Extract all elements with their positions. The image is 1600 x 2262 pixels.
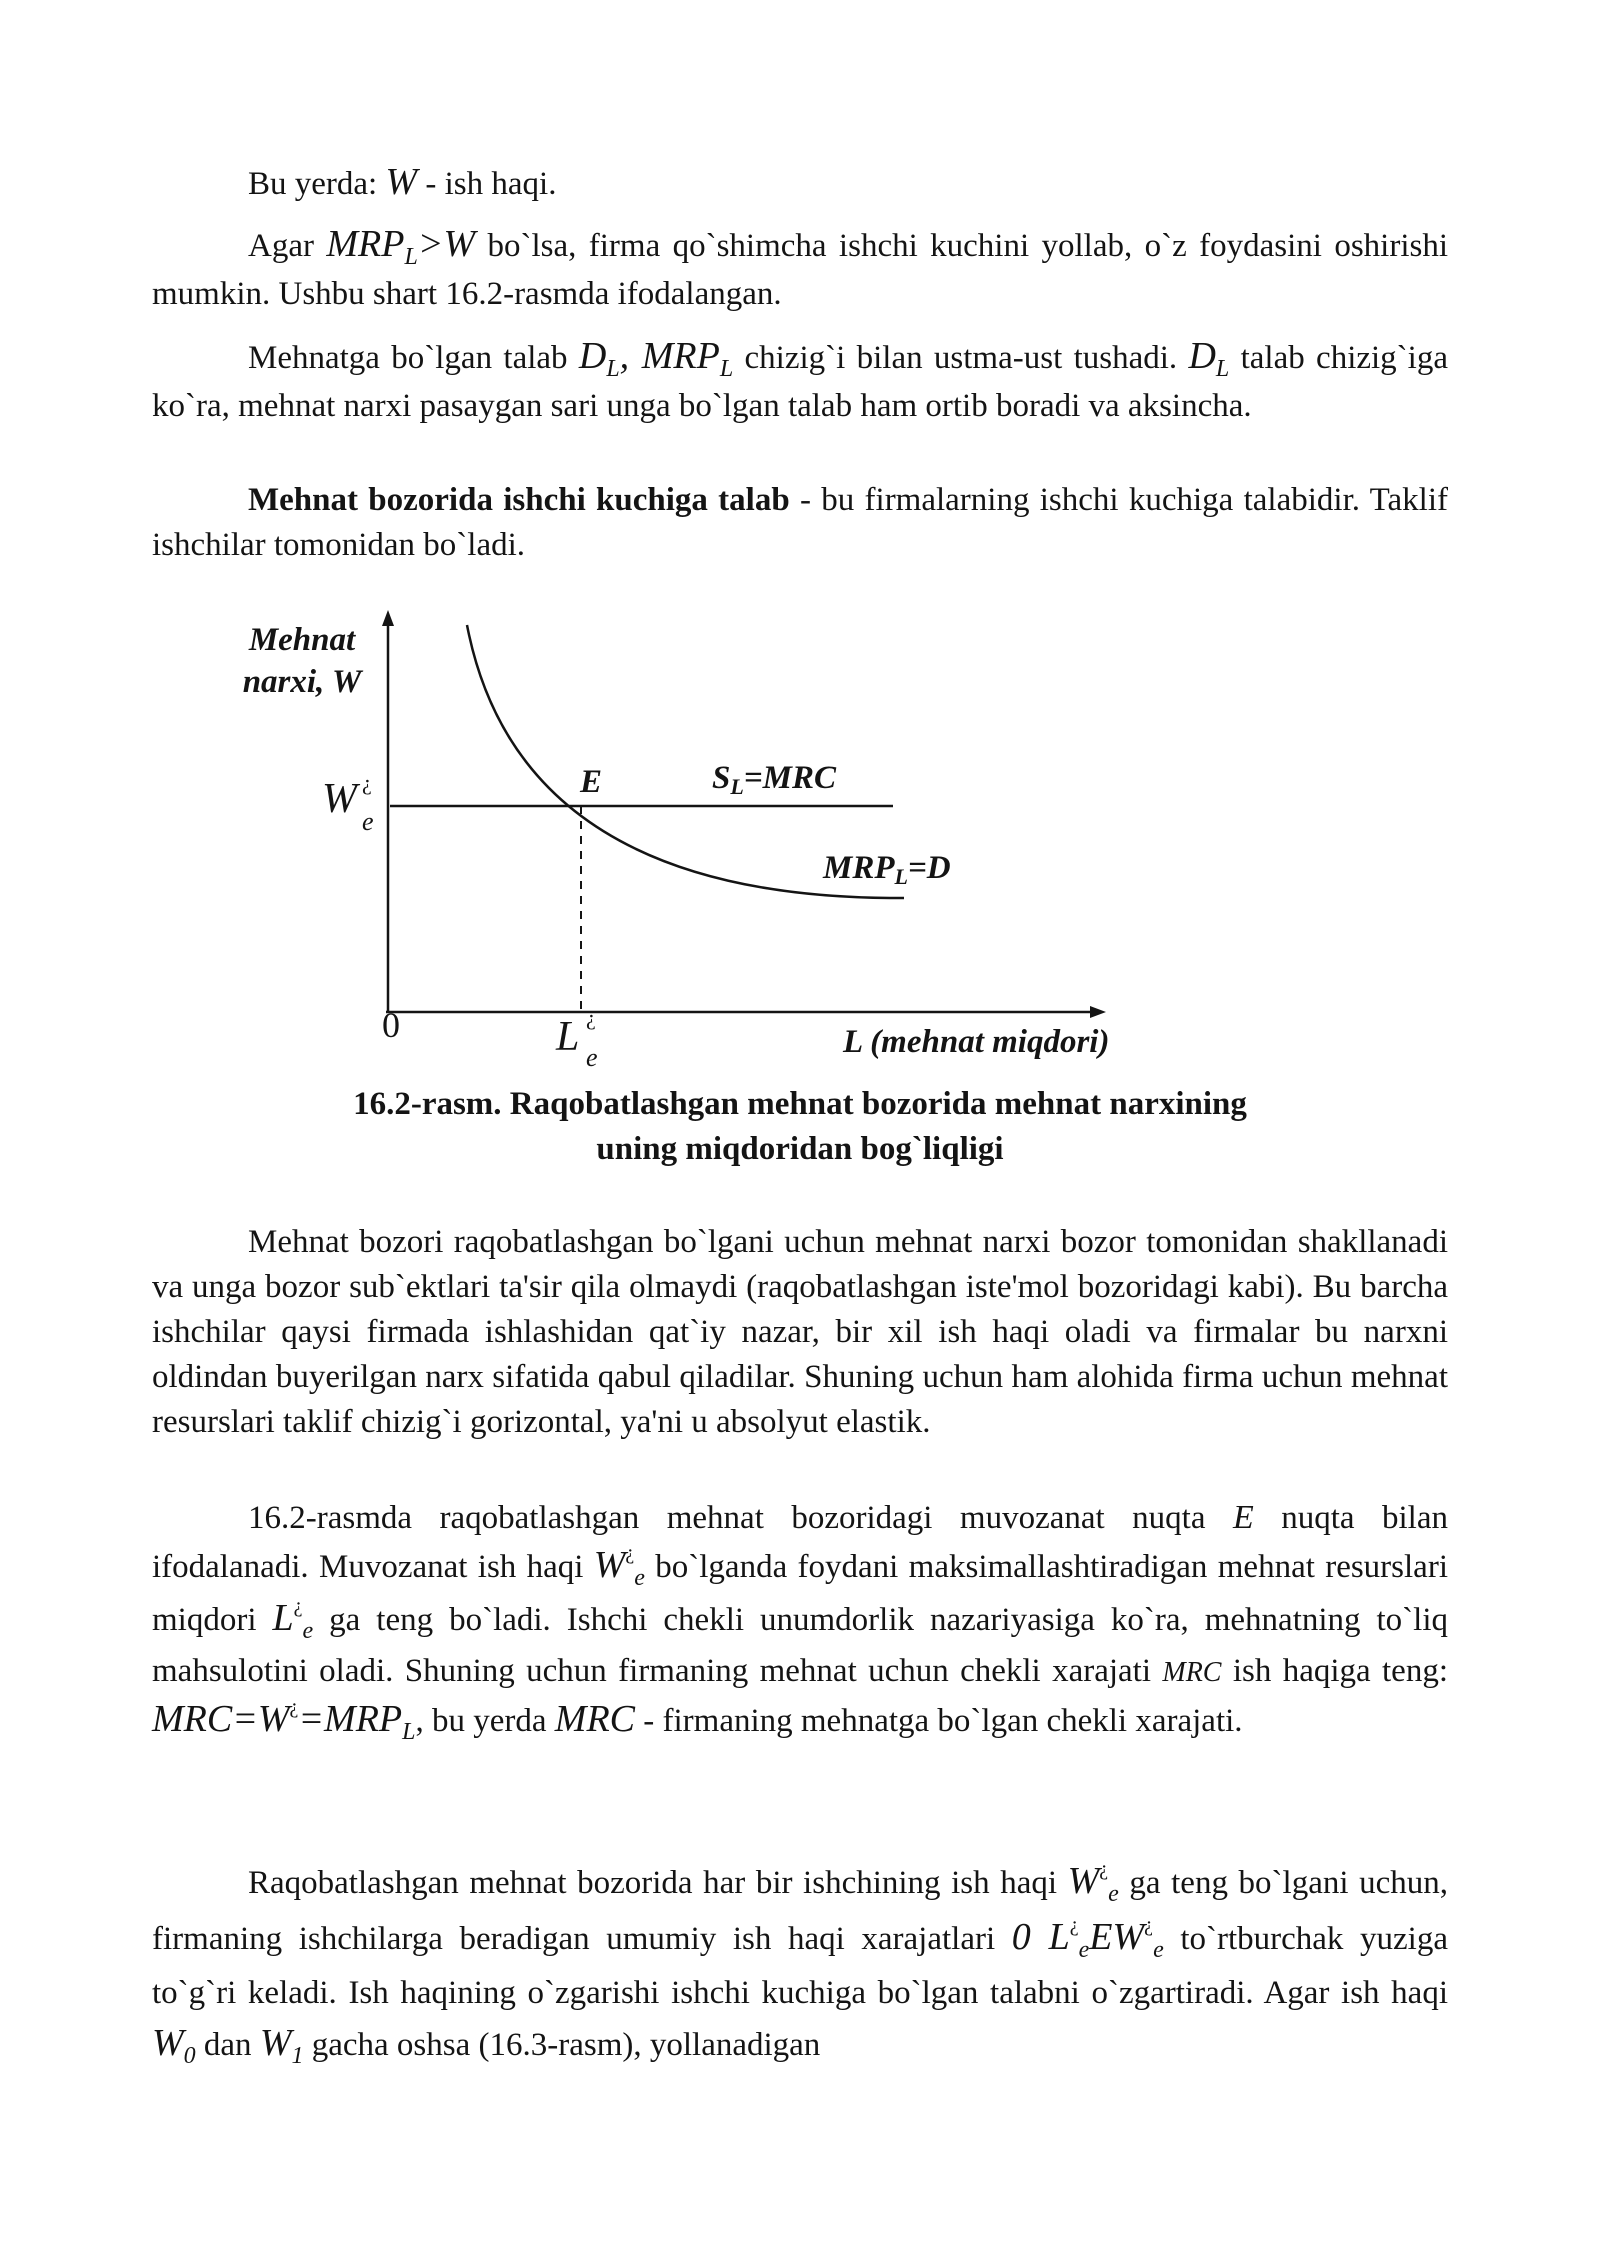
math-subscript: 1 xyxy=(291,2043,304,2069)
math-subscript: e xyxy=(1078,1937,1090,1963)
math-superscript: ¿ xyxy=(1069,1914,1079,1936)
text: Raqobatlashgan mehnat bozorida har bir ishchining ish haqi xyxy=(248,1865,1068,1901)
text: ga teng bo`lgani uchun, firmaning ishchilarga beradigan umumiy ish haqi xarajatlari xyxy=(152,1865,1448,1957)
math-w: W xyxy=(1067,1860,1100,1902)
y-axis-label-line2: narxi, W xyxy=(242,664,362,700)
text: - firmaning mehnatga bo`lgan chekli xarajati. xyxy=(635,1703,1243,1739)
we-label-sup: ¿ xyxy=(362,770,372,795)
paragraph-wage-expenses xyxy=(152,1856,1448,2073)
caption-line-2: uning miqdoridan bog`liqligi xyxy=(596,1131,1004,1167)
we-label-sub: e xyxy=(362,807,374,836)
math-subscript: L xyxy=(606,356,620,382)
text: Bu yerda: xyxy=(248,166,386,202)
paragraph-labor-demand xyxy=(152,478,1448,568)
text: bo`lganda foydani maksimallashtiradigan mehnat resurslari miqdori xyxy=(152,1549,1448,1638)
y-axis-arrow xyxy=(382,610,394,626)
we-label: W xyxy=(322,776,357,822)
math-subscript: e xyxy=(634,1565,645,1591)
origin-label: 0 xyxy=(382,1005,400,1045)
math-gt-w: >W xyxy=(417,223,476,265)
x-axis-label: L (mehnat miqdori) xyxy=(843,1024,1110,1060)
x-axis-arrow xyxy=(1090,1006,1106,1018)
math-subscript: e xyxy=(1108,1881,1119,1907)
supply-label: SL=MRC xyxy=(712,760,836,799)
math-superscript: ¿ xyxy=(289,1696,299,1718)
le-label: L xyxy=(556,1014,580,1060)
math-mrc: MRC xyxy=(554,1698,636,1740)
math-subscript: L xyxy=(402,1719,416,1745)
text: - ish haqi. xyxy=(417,166,557,202)
math-equation: =MRP xyxy=(298,1698,403,1740)
caption-line-1: 16.2-rasm. Raqobatlashgan mehnat bozorida mehnat narxining xyxy=(353,1086,1247,1122)
text: - bu firmalarning ishchi kuchiga talabidir. Taklif ishchilar tomonidan bo`ladi. xyxy=(152,482,1448,563)
math-l: L xyxy=(272,1597,294,1639)
math-superscript: ¿ xyxy=(1144,1914,1154,1936)
text: talab chizig`iga ko`ra, mehnat narxi pasaygan sari unga bo`lgan talab ham ortib boradi va aksincha. xyxy=(152,340,1448,424)
text: gacha oshsa (16.3-rasm), yollanadigan xyxy=(303,2027,821,2063)
math-subscript: e xyxy=(1153,1937,1164,1963)
math-comma: , xyxy=(619,335,642,377)
math-w0: W xyxy=(152,2022,184,2064)
math-rect: 0 L xyxy=(1011,1916,1070,1958)
math-superscript: ¿ xyxy=(1099,1858,1109,1880)
math-w1: W xyxy=(259,2022,292,2064)
math-subscript: e xyxy=(302,1618,314,1644)
math-mrp: MRP xyxy=(326,223,405,265)
figure-caption xyxy=(152,1082,1448,1172)
math-mrp: MRP xyxy=(641,335,720,377)
math-subscript: L xyxy=(719,356,734,382)
math-w: W xyxy=(593,1544,626,1586)
text: nuqta bilan ifodalanadi. Muvozanat ish haqi xyxy=(152,1500,1448,1585)
text: Mehnatga bo`lgan talab xyxy=(248,340,579,376)
equilibrium-point-label: E xyxy=(580,764,603,800)
math-superscript: ¿ xyxy=(625,1542,635,1564)
math-d: D xyxy=(1188,335,1216,377)
math-mrc: MRC xyxy=(1162,1657,1222,1688)
figure-16-2 xyxy=(0,600,1600,1100)
le-label-sup: ¿ xyxy=(586,1005,596,1030)
text: chizig`i bilan ustma-ust tushadi. xyxy=(733,340,1189,376)
math-subscript: 0 xyxy=(183,2043,196,2069)
math-subscript: L xyxy=(404,244,418,270)
bold-term: Mehnat bozorida ishchi kuchiga talab xyxy=(248,482,790,518)
paragraph-condition xyxy=(152,222,1448,317)
math-d: D xyxy=(578,335,607,377)
le-label-sub: e xyxy=(586,1043,598,1072)
text: ish haqiga teng: xyxy=(1221,1653,1448,1689)
text: dan xyxy=(195,2027,260,2063)
math-e: E xyxy=(1232,1499,1254,1536)
text: , bu yerda xyxy=(415,1703,555,1739)
paragraph-demand xyxy=(152,334,1448,429)
paragraph-equilibrium xyxy=(152,1494,1448,1749)
demand-label: MRPL=D xyxy=(823,850,951,889)
text: ga teng bo`ladi. Ishchi chekli unumdorlik nazariyasiga ko`ra, mehnatning to`liq mahsulotini oladi. Shuning uchun firmaning mehnat uchun chekli xarajati xyxy=(152,1602,1449,1689)
text: Agar xyxy=(248,228,327,264)
math-rect: EW xyxy=(1089,1916,1145,1958)
paragraph-market: Mehnat bozori raqobatlashgan bo`lgani uchun mehnat narxi bozor tomonidan shakllanadi va unga bozor sub`ektlari ta'sir qila olmaydi (raqobatlashgan iste'mol bozoridagi kabi). Bu barcha ishchilar qaysi firmada ishlashidan qat`iy nazar, bir xil ish haqi oladi va firmalar bu narxni oldindan buyerilgan narx sifatida qabul qiladilar. Shuning uchun ham alohida firma uchun mehnat resurslari taklif chizig`i gorizontal, ya'ni u absolyut elastik. xyxy=(152,1224,1448,1440)
math-w: W xyxy=(385,161,418,203)
text: 16.2-rasmda raqobatlashgan mehnat bozoridagi muvozanat nuqta xyxy=(248,1500,1233,1536)
y-axis-label-line1: Mehnat xyxy=(248,622,356,658)
math-equation: MRC=W xyxy=(152,1698,290,1740)
text: bo`lsa, firma qo`shimcha ishchi kuchini yollab, o`z foydasini oshirishi mumkin. Ushbu shart 16.2-rasmda ifodalangan. xyxy=(152,228,1449,312)
math-subscript: L xyxy=(1215,356,1230,382)
text: to`rtburchak yuziga to`g`ri keladi. Ish haqining o`zgarishi ishchi kuchiga bo`lgan talabni o`zgartiradi. Agar ish haqi xyxy=(152,1921,1448,2011)
math-superscript: ¿ xyxy=(293,1595,303,1617)
paragraph-definition xyxy=(152,160,1448,207)
